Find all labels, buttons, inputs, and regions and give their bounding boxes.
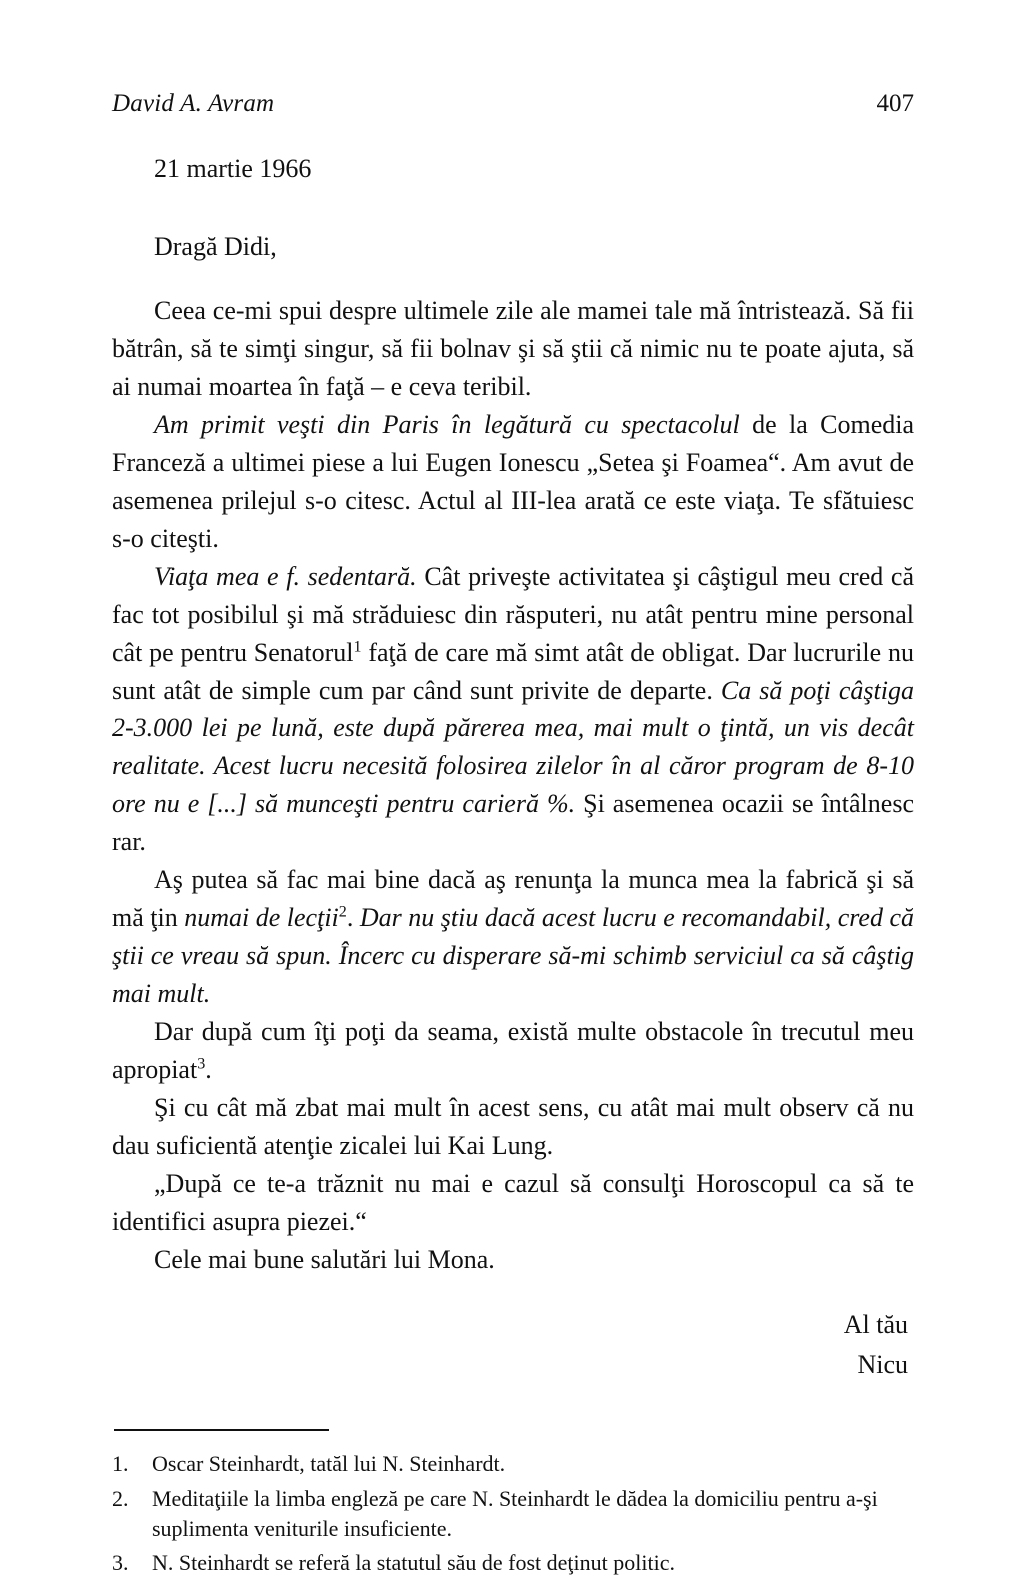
paragraph	[112, 406, 914, 558]
emphasis-text: Viaţa mea e f. sedentară.	[154, 561, 417, 591]
letter-body	[112, 292, 914, 1279]
letter-salutation: Dragă Didi,	[154, 232, 277, 261]
emphasis-text: Ca să poţi câştiga 2-3.000 lei pe lună, este după părerea mea, mai mult o ţintă, un vis decât realitate. Acest lucru necesită folosirea zilelor în al căror program de 8-10 ore nu e [...] să munceşti pentru carieră %.	[112, 675, 914, 819]
plain-text: „După ce te-a trăznit nu mai e cazul să consulţi Horoscopul ca să te identifici asupra piezei.“	[112, 1168, 914, 1236]
emphasis-text: numai de lecţii	[184, 903, 339, 933]
paragraph	[112, 292, 914, 406]
paragraph	[112, 1013, 914, 1089]
footnote-separator-rule	[114, 1429, 329, 1431]
running-head	[112, 90, 914, 118]
plain-text: Şi asemenea ocazii se întâlnesc rar.	[112, 789, 914, 857]
footnote-marker: 3	[197, 1055, 206, 1073]
footnote-item	[112, 1449, 914, 1479]
footnote-number: 3.	[112, 1550, 129, 1576]
closing-line-1: Al tău	[843, 1309, 908, 1339]
plain-text: Ceea ce-mi spui despre ultimele zile ale mamei tale mă întristează. Să fii bătrân, să te simţi singur, să fii bolnav şi să ştii că nimic nu te poate ajuta, să ai numai moartea în faţă – e ceva teribil.	[112, 296, 914, 401]
paragraph	[112, 1089, 914, 1165]
paragraph	[112, 1165, 914, 1241]
letter-date: 21 martie 1966	[154, 154, 312, 183]
running-head-author: David A. Avram	[112, 90, 275, 117]
closing-line-2: Nicu	[857, 1350, 908, 1380]
plain-text: Cele mai bune salutări lui Mona.	[154, 1244, 495, 1274]
emphasis-text: Am primit veşti din Paris în legătură cu spectacolul	[154, 409, 740, 439]
footnote-text: Oscar Steinhardt, tatăl lui N. Steinhardt.	[152, 1451, 506, 1477]
emphasis-text: Dar nu ştiu dacă acest lucru e recomandabil, cred că ştii ce vreau să spun. Încerc cu disperare să-mi schimb serviciul ca să câştig mai mult.	[112, 903, 915, 1009]
footnote-number: 2.	[112, 1485, 129, 1511]
footnote-item	[112, 1484, 914, 1545]
footnote-text: Meditaţiile la limba engleză pe care N. Steinhardt le dădea la domiciliu pentru a-şi suplimenta veniturile insuficiente.	[152, 1485, 878, 1542]
letter-closing	[112, 1305, 914, 1386]
plain-text: Şi cu cât mă zbat mai mult în acest sens, cu atât mai mult observ că nu dau suficientă atenţie zicalei lui Kai Lung.	[112, 1093, 914, 1160]
paragraph	[112, 558, 914, 862]
footnote-marker: 2	[338, 903, 347, 921]
paragraph	[112, 1241, 914, 1279]
plain-text: .	[346, 903, 360, 933]
plain-text: faţă de care mă simt atât de obligat. Dar lucrurile nu sunt atât de simple cum par când sunt privite de departe.	[112, 637, 914, 705]
footnote-marker: 1	[353, 637, 362, 655]
plain-text: Cât priveşte activitatea şi câştigul meu cred că fac tot posibilul şi mă străduiesc din răsputeri, nu atât pentru mine personal cât pe pentru Senatorul	[112, 561, 914, 667]
plain-text: .	[205, 1055, 212, 1085]
plain-text: Dar după cum îţi poţi da seama, există multe obstacole în trecutul meu apropiat	[112, 1017, 914, 1085]
plain-text: de la Comedia Franceză a ultimei piese a lui Eugen Ionescu „Setea şi Foamea“. Am avut de asemenea prilejul s-o citesc. Actul al III-lea arată ce este viaţa. Te sfătuiesc s-o citeşti.	[112, 409, 914, 553]
plain-text: Aş putea să fac mai bine dacă aş renunţa la munca mea la fabrică şi să mă ţin	[112, 865, 914, 933]
page-number: 407	[876, 90, 914, 117]
footnotes-list	[112, 1449, 914, 1578]
footnote-item	[112, 1548, 914, 1578]
paragraph	[112, 861, 914, 1013]
footnote-text: N. Steinhardt se referă la statutul său de fost deţinut politic.	[152, 1550, 675, 1576]
footnote-number: 1.	[112, 1451, 129, 1477]
